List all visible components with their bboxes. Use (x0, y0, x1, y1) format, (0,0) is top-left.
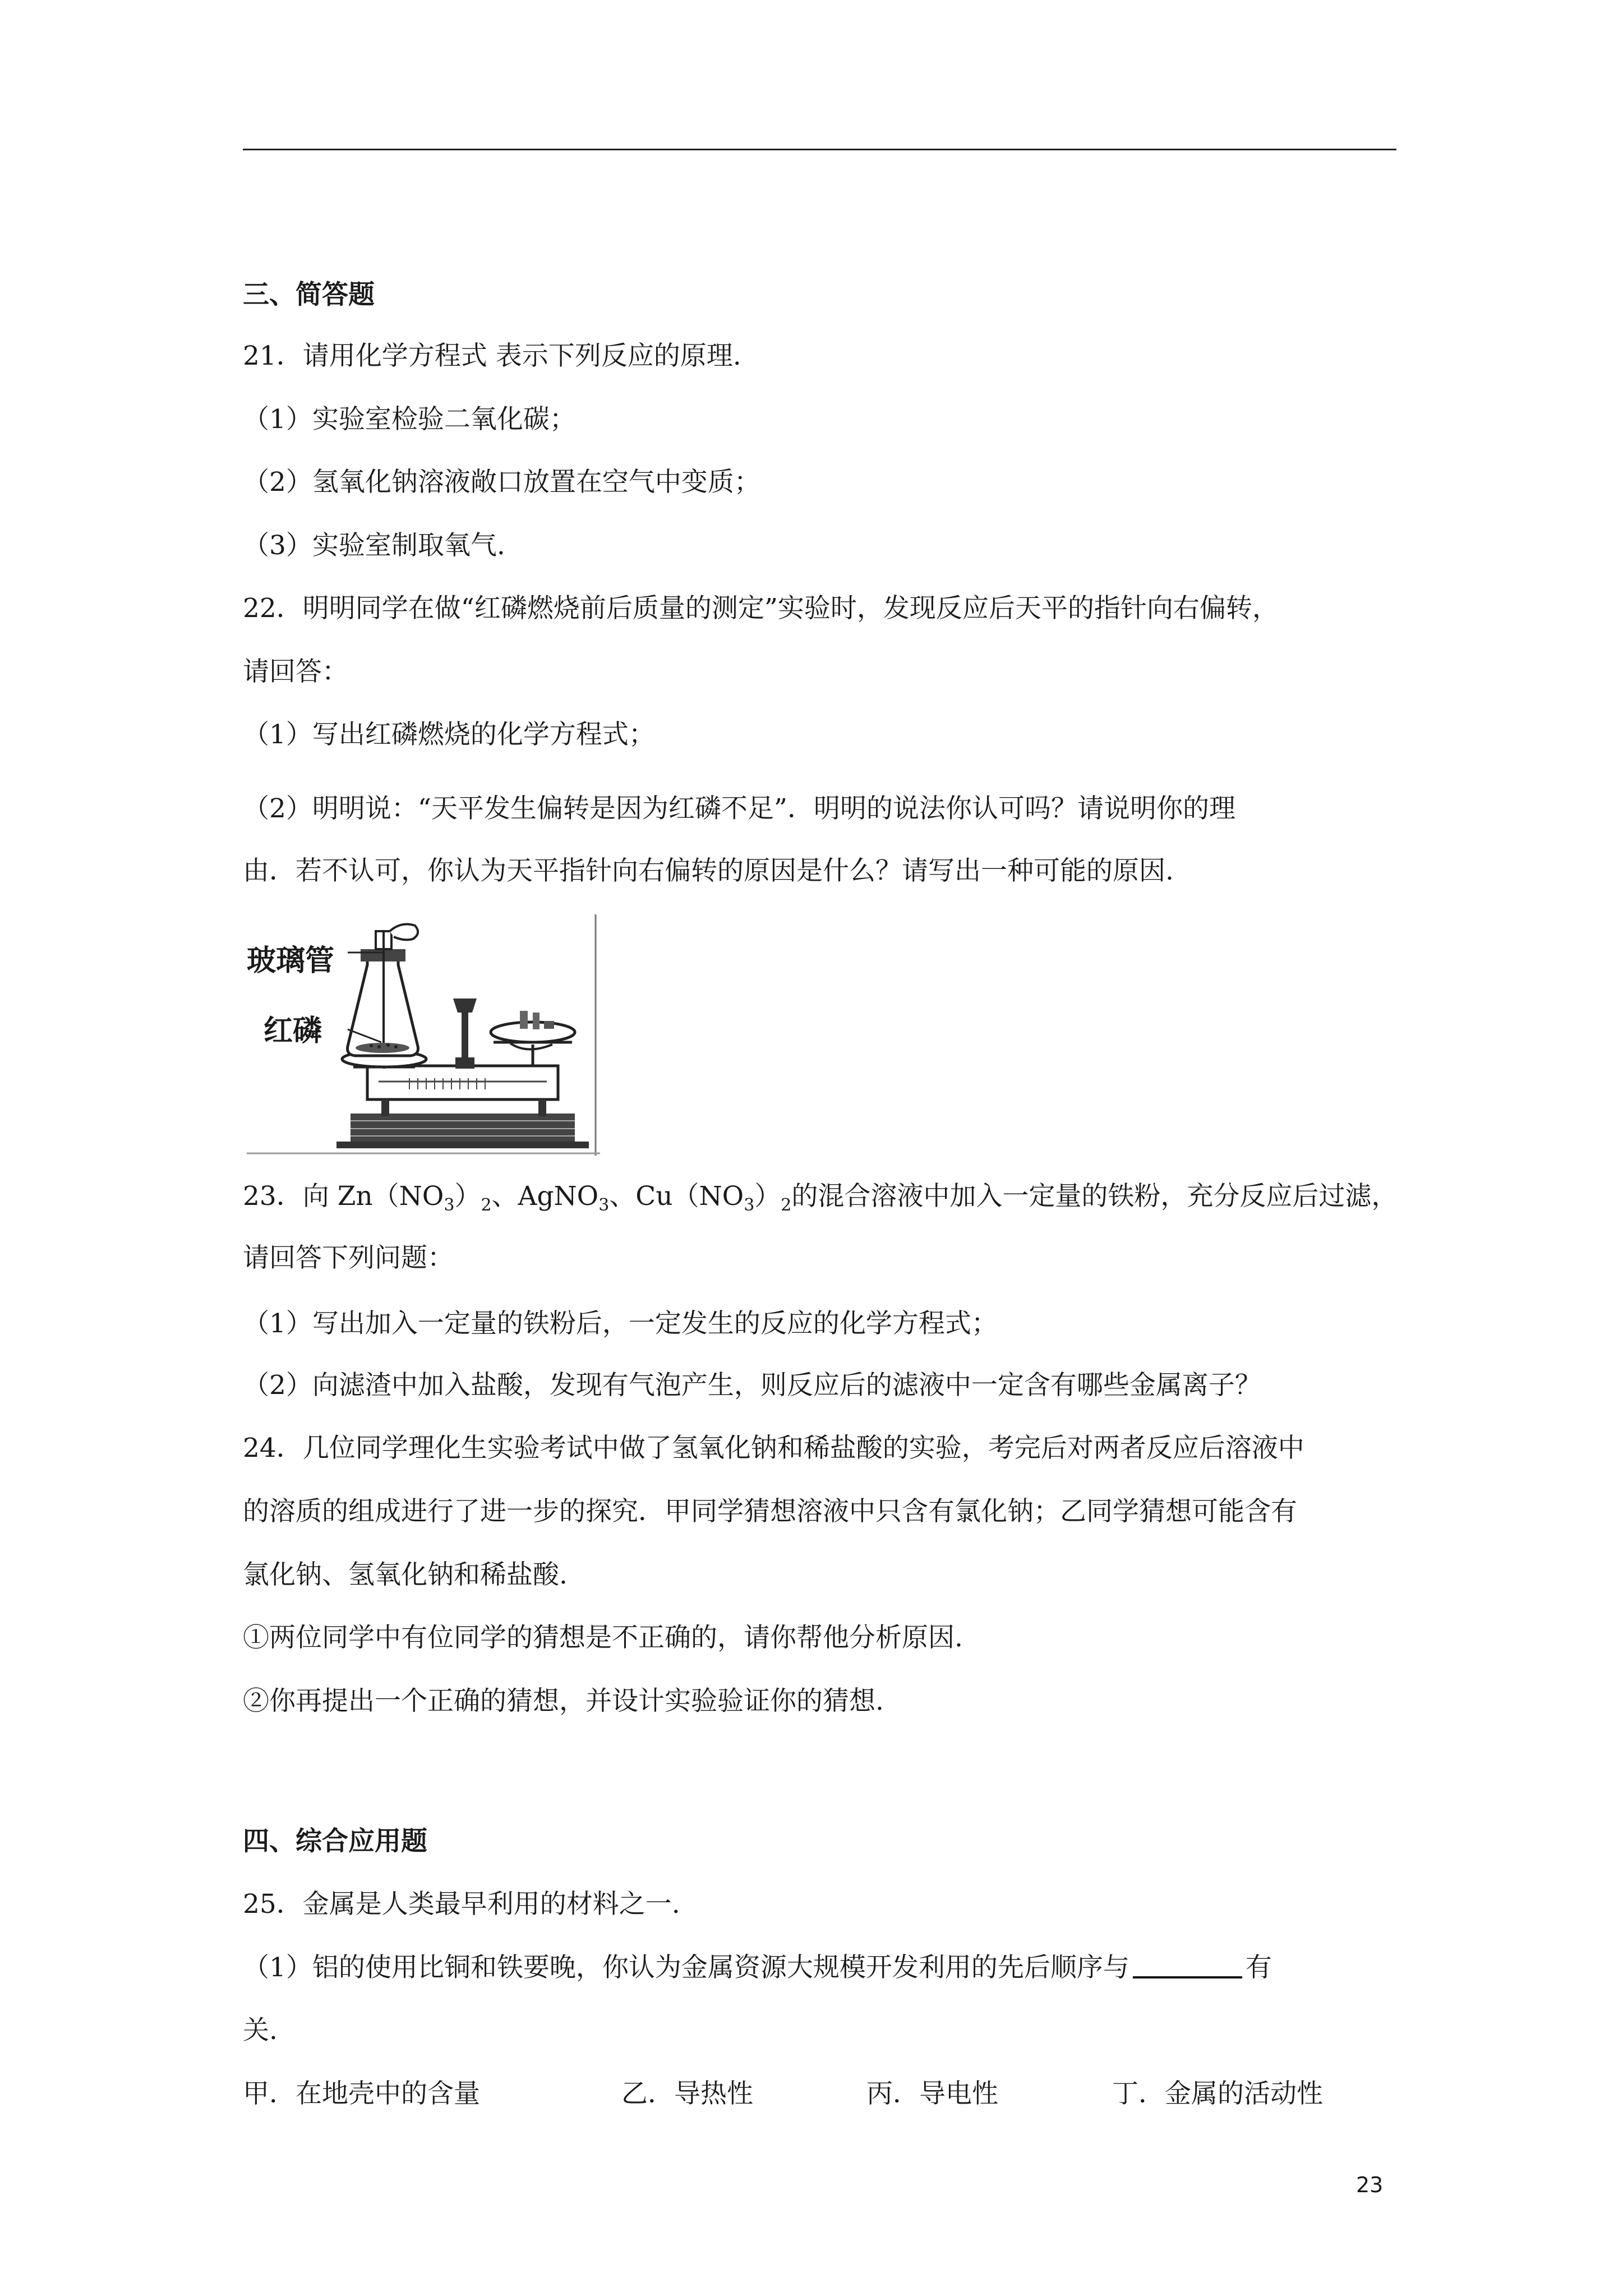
q24-line3: 氯化钠、氢氧化钠和稀盐酸. (243, 1559, 568, 1590)
figure-label-red-phosphorus: 红磷 (264, 1014, 322, 1048)
figure-label-glass-tube: 玻璃管 (247, 944, 335, 978)
q24-item-2: ②你再提出一个正确的猜想，并设计实验验证你的猜想. (243, 1686, 884, 1717)
balance-experiment-figure (247, 914, 600, 1156)
option-b: 乙．导热性 (621, 2078, 753, 2109)
option-c: 丙．导电性 (866, 2078, 998, 2109)
section3-title: 三、简答题 (243, 279, 375, 310)
q25-item-1: （1）铝的使用比铜和铁要晚，你认为金属资源大规模开发利用的先后顺序与 有 (243, 1952, 1272, 1983)
q25-stem: 25．金属是人类最早利用的材料之一. (243, 1889, 680, 1920)
page-number: 23 (1356, 2173, 1384, 2197)
q21-item-3: （3）实验室制取氧气. (243, 530, 505, 561)
q24-line1: 24．几位同学理化生实验考试中做了氢氧化钠和稀盐酸的实验，考完后对两者反应后溶液中 (243, 1433, 1304, 1464)
q23-item-1: （1）写出加入一定量的铁粉后，一定发生的反应的化学方程式； (243, 1308, 998, 1339)
q22-item-2-line1: （2）明明说：“天平发生偏转是因为红磷不足”．明明的说法你认可吗？请说明你的理 (243, 793, 1235, 824)
q25-item-1-line2: 关. (243, 2015, 278, 2046)
q22-item-1: （1）写出红磷燃烧的化学方程式； (243, 719, 655, 750)
q22-stem-line2: 请回答： (243, 656, 348, 687)
q21-item-2: （2）氢氧化钠溶液敞口放置在空气中变质； (243, 467, 760, 498)
q25-answer-blank[interactable] (1133, 1952, 1242, 1978)
q22-item-2-line2: 由．若不认可，你认为天平指针向右偏转的原因是什么？请写出一种可能的原因. (243, 855, 1174, 886)
q23-stem: 23．向 $Zn(NO_3)_2$、AgNO$_3$、$Cu(NO_3)_2$的混合溶液中加入一定量的铁粉，充分反应后过滤， (243, 1181, 1398, 1215)
section4-title: 四、综合应用题 (243, 1826, 427, 1857)
q24-line2: 的溶质的组成进行了进一步的探究．甲同学猜想溶液中只含有氯化钠；乙同学猜想可能含有 (243, 1496, 1297, 1527)
option-a: 甲．在地壳中的含量 (243, 2078, 480, 2109)
q21-stem: 21．请用化学方程式 表示下列反应的原理. (243, 341, 741, 371)
q22-stem-line1: 22．明明同学在做“红磷燃烧前后质量的测定”实验时，发现反应后天平的指针向右偏转， (243, 593, 1279, 624)
header-rule (243, 149, 1396, 150)
q23-line2: 请回答下列问题： (243, 1243, 454, 1273)
q23-item-2: （2）向滤渣中加入盐酸，发现有气泡产生，则反应后的滤液中一定含有哪些金属离子？ (243, 1370, 1261, 1401)
option-d: 丁．金属的活动性 (1112, 2078, 1323, 2109)
q24-item-1: ①两位同学中有位同学的猜想是不正确的，请你帮他分析原因. (243, 1622, 963, 1653)
q21-item-1: （1）实验室检验二氧化碳； (243, 404, 576, 435)
